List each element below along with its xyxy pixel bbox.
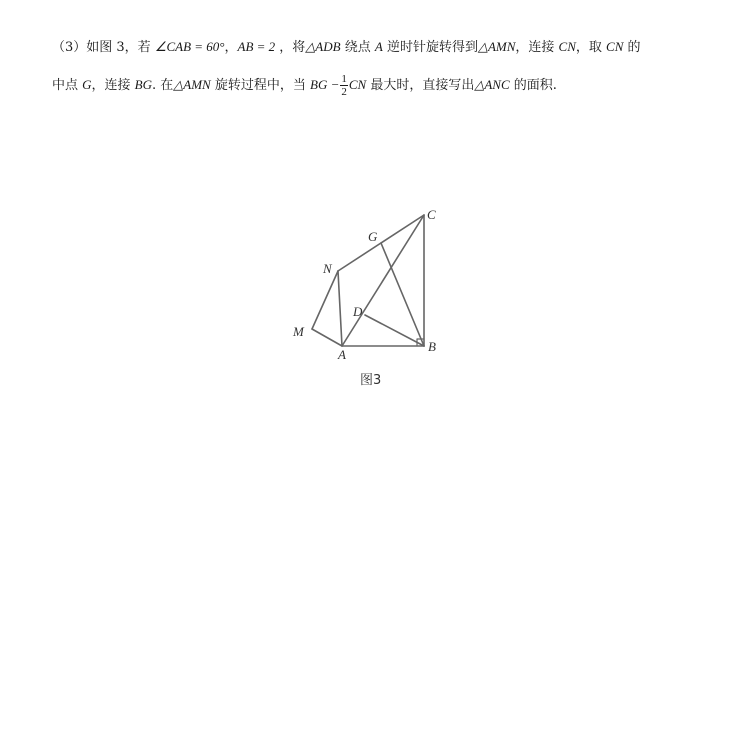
triangle-adb: △ADB (305, 39, 341, 54)
sep1: ， (224, 40, 238, 55)
geometry-figure (280, 195, 460, 395)
ab-expr: AB = 2 (237, 39, 276, 54)
problem-line-2 (52, 66, 692, 104)
fraction-numerator: 1 (341, 73, 347, 85)
figure-caption: 图3 (360, 373, 382, 388)
line1-mid5: ，取 (575, 40, 607, 55)
triangle-anc: △ANC (474, 77, 510, 92)
line1-prefix: （3）如图 3，若 (52, 40, 155, 55)
label-g: G (368, 229, 378, 244)
segment-cn: CN (558, 39, 576, 54)
triangle-amn: △AMN (477, 39, 516, 54)
line1-mid4: ，连接 (515, 40, 559, 55)
label-b: B (428, 339, 436, 354)
line2-mid4: 最大时，直接写出 (366, 78, 475, 93)
expr-cn: CN (348, 77, 367, 92)
segment-db (365, 315, 424, 346)
segment-an (338, 271, 342, 346)
line2-mid: ，连接 (91, 78, 135, 93)
fraction-denominator: 2 (341, 86, 347, 98)
line2-mid3: 旋转过程中，当 (210, 78, 310, 93)
label-d: D (353, 304, 363, 319)
label-m: M (293, 324, 304, 339)
problem-line-1 (52, 28, 692, 66)
segment-bg: BG (134, 77, 153, 92)
expr-bg: BG − (310, 77, 340, 92)
figure-svg (280, 195, 460, 395)
label-a: A (338, 347, 346, 362)
label-n: N (323, 261, 332, 276)
angle-expr: ∠CAB = 60° (154, 39, 225, 54)
problem-text (52, 28, 692, 104)
label-c: C (427, 207, 436, 222)
segment-ac (342, 215, 424, 346)
segment-am (312, 329, 342, 346)
line2-end: 的面积. (509, 78, 557, 93)
point-g: G (82, 77, 92, 92)
segment-mn (312, 271, 338, 329)
line1-mid2: 绕点 (340, 40, 375, 55)
line1-mid3: 逆时针旋转得到 (382, 40, 478, 55)
line2-prefix: 中点 (52, 78, 83, 93)
fraction-half (340, 73, 348, 98)
line2-mid2: . 在 (152, 78, 174, 93)
segment-cn-2: CN (606, 39, 624, 54)
line1-end: 的 (623, 40, 641, 55)
triangle-amn-2: △AMN (173, 77, 211, 92)
point-a: A (374, 39, 383, 54)
line1-mid: ，将 (275, 40, 306, 55)
segment-gb (381, 243, 424, 346)
